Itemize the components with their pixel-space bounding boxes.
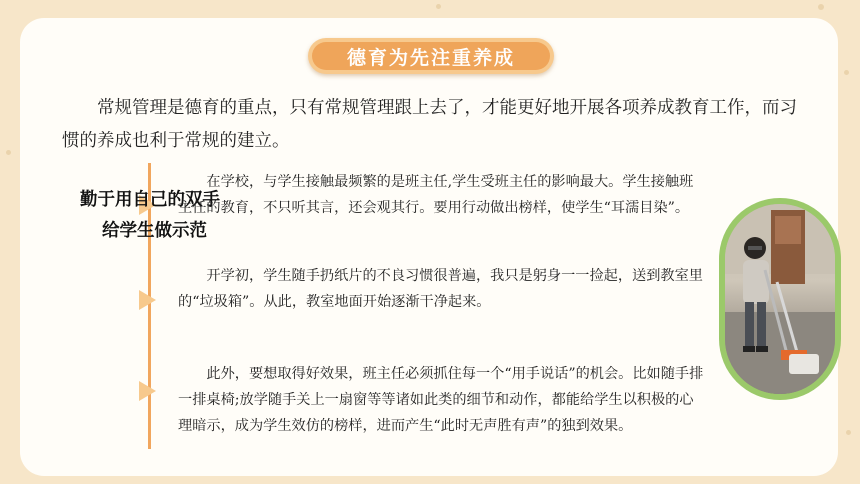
decor-dot — [436, 4, 441, 9]
student-sweeping-photo — [725, 204, 835, 394]
timeline-arrow — [139, 290, 156, 310]
intro-paragraph: 常规管理是德育的重点，只有常规管理跟上去了，才能更好地开展各项养成教育工作，而习惯的养成也利于常规的建立。 — [62, 98, 797, 151]
decor-dot — [818, 4, 824, 10]
student-sweeping-illustration — [725, 204, 835, 394]
title-banner — [308, 38, 554, 74]
decor-dot — [6, 150, 11, 155]
motto-line-1: 勤于用自己的双手 — [80, 190, 220, 210]
motto-line-2: 给学生做示范 — [102, 221, 207, 241]
decor-dot — [844, 70, 849, 75]
paragraph-1: 在学校，与学生接触最频繁的是班主任,学生受班主任的影响最大。学生接触班主任的教育，不只听其言，还会观其行。要用行动做出榜样，使学生“耳濡目染”。 — [178, 174, 694, 216]
paragraph-3: 此外，要想取得好效果，班主任必须抓住每一个“用手说话”的机会。比如随手排一排桌椅;放学随手关上一扇窗等等诸如此类的细节和动作，都能给学生以积极的心理暗示，成为学生效仿的榜样，进而产生“此时无声胜有声”的独到效果。 — [178, 366, 704, 434]
timeline-arrow — [139, 381, 156, 401]
photo-frame — [719, 198, 841, 400]
paragraph-2: 开学初，学生随手扔纸片的不良习惯很普遍，我只是躬身一一捡起，送到教室里的“垃圾箱”。从此，教室地面开始逐渐干净起来。 — [178, 268, 703, 310]
page-title: 德育为先注重养成 — [312, 42, 550, 70]
decor-dot — [846, 430, 851, 435]
